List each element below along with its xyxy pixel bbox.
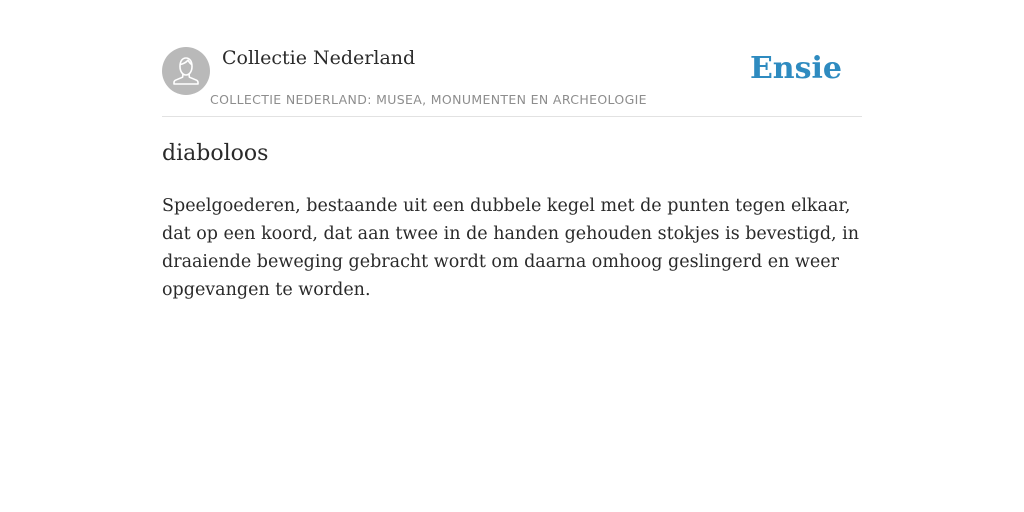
entry-term: diaboloos xyxy=(162,141,269,166)
source-collection-link[interactable]: COLLECTIE NEDERLAND: MUSEA, MONUMENTEN EN ARCHEOLOGIE xyxy=(210,92,647,107)
author-name-link[interactable]: Collectie Nederland xyxy=(222,47,416,69)
author-avatar[interactable] xyxy=(162,47,210,95)
ensie-logo[interactable]: Ensie xyxy=(749,51,842,86)
entry-header xyxy=(162,0,862,117)
page-container xyxy=(162,0,862,300)
entry-definition: Speelgoederen, bestaande uit een dubbele kegel met de punten tegen elkaar, dat op een koord, dat aan twee in de handen gehouden stokjes is bevestigd, in draaiende beweging gebracht wordt om daarna omhoog geslingerd en weer opgevangen te worden. xyxy=(162,196,860,300)
user-avatar-icon xyxy=(162,47,210,95)
